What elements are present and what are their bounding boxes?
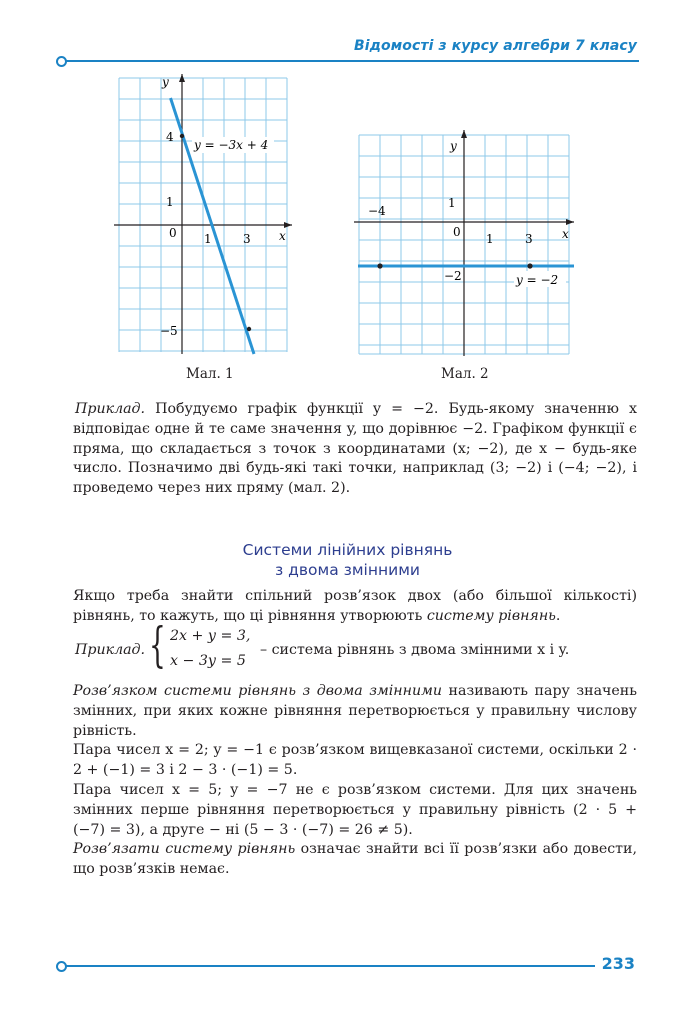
- section-heading-line2: з двома змінними: [275, 561, 420, 579]
- figure-1-graph: [112, 74, 296, 356]
- fig2-line-label: y = −2: [516, 273, 559, 287]
- pair-1-text: Пара чисел x = 2; y = −1 є розв’язком вищевказаної системи, оскільки 2 · 2 + (−1) = 3 і 2 − 3 · (−1) = 5.: [73, 742, 637, 778]
- example-2-lead: Приклад.: [75, 642, 146, 658]
- fig1-axis-x-label: x: [279, 229, 286, 243]
- section-heading-line1: Системи лінійних рівнянь: [242, 541, 453, 559]
- fig2-tick-xm4: −4: [368, 204, 386, 218]
- intro-term: систему рівнянь: [426, 607, 556, 624]
- fig2-tick-x1: 1: [486, 232, 494, 246]
- solve-term: Розв’язати систему рівнянь: [73, 841, 296, 857]
- pair-2-text: Пара чисел x = 5; y = −7 не є розв’язком системи. Для цих значень змінних перше рівняння перетворюється у правильну рівність (2 · 5 + (−7) = 3), а друге − ні (5 − 3 · (−7) = 26 ≠ 5).: [73, 782, 637, 838]
- figure-2-graph: [354, 130, 580, 358]
- definition-term: Розв’язком системи рівнянь з двома змінними: [73, 683, 443, 699]
- header-rule: [65, 60, 639, 62]
- fig2-tick-y1: 1: [448, 196, 456, 210]
- system-brace: {: [149, 617, 166, 673]
- fig2-tick-ym2: −2: [444, 269, 462, 283]
- solve-text: означає знайти всі її розв’язки або довести, що розв’язків немає.: [73, 841, 637, 877]
- fig1-tick-x1: 1: [204, 232, 212, 246]
- example-1-text: Побудуємо графік функції y = −2. Будь-якому значенню x відповідає одне й те саме значення y, що дорівнює −2. Графіком функції є пряма, що складається з точок з координатами (x; −2), де x − будь-яке число. Позначимо дві будь-які такі точки, наприклад (3; −2) і (−4; −2), і проведемо через них пряму (мал. 2).: [73, 401, 637, 497]
- system-equation-2: x − 3y = 5: [170, 653, 246, 669]
- fig1-tick-ym5: −5: [160, 324, 178, 338]
- example-1-lead: Приклад.: [75, 401, 146, 417]
- footer-rule: [65, 965, 595, 967]
- pair-1-paragraph: [73, 741, 637, 781]
- definition-paragraph: [73, 682, 637, 741]
- example-2-system: [73, 617, 653, 673]
- pair-2-paragraph: [73, 781, 637, 840]
- fig2-origin: 0: [453, 225, 461, 239]
- fig1-axis-y-label: y: [162, 75, 169, 89]
- figure-2-caption: Мал. 2: [441, 366, 489, 382]
- fig2-axis-y-label: y: [450, 139, 457, 153]
- fig1-line-label: y = −3x + 4: [194, 138, 269, 152]
- intro-end: .: [555, 607, 561, 624]
- fig2-tick-x3: 3: [525, 232, 533, 246]
- running-header: Відомості з курсу алгебри 7 класу: [353, 38, 637, 54]
- fig1-tick-y1: 1: [166, 195, 174, 209]
- page-number: 233: [601, 954, 635, 973]
- example-1-paragraph: [73, 400, 637, 499]
- definition-text: називають пару значень змінних, при яких кожне рівняння перетворюється у правильну числову рівність.: [73, 683, 637, 739]
- fig1-tick-x3: 3: [243, 232, 251, 246]
- figure-1-caption: Мал. 1: [186, 366, 234, 382]
- fig1-tick-y4: 4: [166, 130, 174, 144]
- fig1-origin: 0: [169, 226, 177, 240]
- intro-text: Якщо треба знайти спільний розв’язок двох (або більшої кількості) рівнянь, то кажуть, що ці рівняння утворюють: [73, 588, 637, 624]
- solve-paragraph: [73, 840, 637, 880]
- fig2-axis-x-label: x: [562, 227, 569, 241]
- example-2-tail: – система рівнянь з двома змінними x і y.: [260, 642, 570, 658]
- system-equation-1: 2x + y = 3,: [170, 628, 251, 644]
